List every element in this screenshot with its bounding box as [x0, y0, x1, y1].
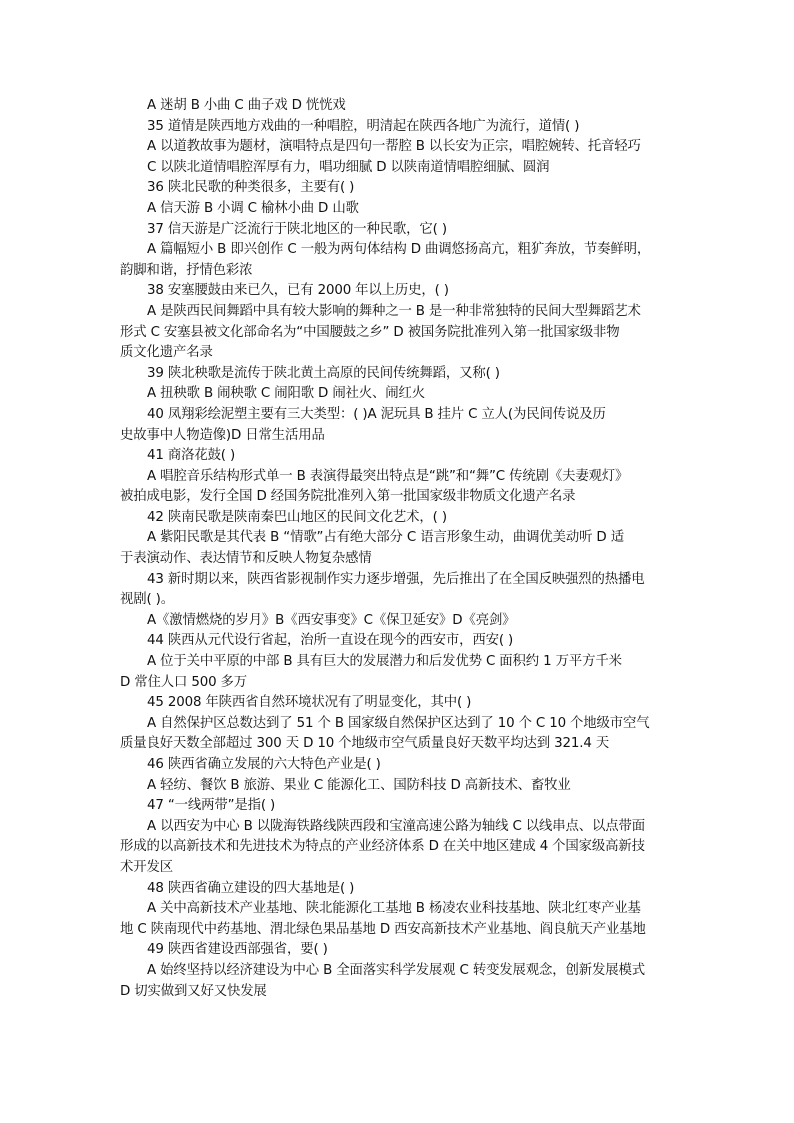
text-line: 被拍成电影，发行全国 D 经国务院批准列入第一批国家级非物质文化遗产名录	[120, 489, 576, 505]
text-line: 37 信天游是广泛流行于陕北地区的一种民歌，它( )	[147, 221, 447, 237]
text-line: 36 陕北民歌的种类很多，主要有( )	[147, 180, 355, 196]
text-line: 质量良好天数全部超过 300 天 D 10 个地级市空气质量良好天数平均达到 321.4 天	[120, 736, 610, 752]
text-line: A 篇幅短小 B 即兴创作 C 一般为两句体结构 D 曲调悠扬高亢，粗犷奔放，节奏鲜明，	[147, 242, 651, 258]
text-line: 46 陕西省确立发展的六大特色产业是( )	[147, 757, 381, 772]
text-line: 形式 C 安塞县被文化部命名为“中国腰鼓之乡” D 被国务院批准列入第一批国家级非物	[120, 324, 620, 340]
document-page	[120, 96, 688, 1002]
text-line: A 唱腔音乐结构形式单一 B 表演得最突出特点是“跳”和“舞”C 传统剧《夫妻观灯》	[147, 468, 629, 484]
text-line: 术开发区	[120, 859, 173, 875]
text-line: A 是陕西民间舞蹈中具有较大影响的舞种之一 B 是一种非常独特的民间大型舞蹈艺术	[147, 303, 641, 319]
text-line: A 自然保护区总数达到了 51 个 B 国家级自然保护区达到了 10 个 C 10 个地级市空气	[147, 715, 650, 731]
text-line: A 位于关中平原的中部 B 具有巨大的发展潜力和后发优势 C 面积约 1 万平方千米	[147, 654, 622, 670]
text-line: A 紫阳民歌是其代表 B “情歌”占有绝大部分 C 语言形象生动，曲调优美动听 D 适	[147, 530, 624, 546]
text-line: C 以陕北道情唱腔浑厚有力，唱功细腻 D 以陕南道情唱腔细腻、圆润	[147, 159, 550, 175]
text-line: A《激情燃烧的岁月》B《西安事变》C《保卫延安》D《亮剑》	[147, 612, 516, 628]
text-line: A 以道教故事为题材，演唱特点是四句一帮腔 B 以长安为正宗，唱腔婉转、托音轻巧	[147, 139, 641, 155]
text-line: 38 安塞腰鼓由来已久，已有 2000 年以上历史，( )	[147, 283, 449, 299]
text-line: A 关中高新技术产业基地、陕北能源化工基地 B 杨凌农业科技基地、陕北红枣产业基	[147, 901, 641, 917]
text-line: 形成的以高新技术和先进技术为特点的产业经济体系 D 在关中地区建成 4 个国家级高新技	[120, 839, 645, 855]
text-line: 42 陕南民歌是陕南秦巴山地区的民间文化艺术，( )	[147, 509, 447, 525]
text-line: A 迷胡 B 小曲 C 曲子戏 D 恍恍戏	[147, 98, 346, 113]
text-line: A 轻纺、餐饮 B 旅游、果业 C 能源化工、国防科技 D 高新技术、畜牧业	[147, 777, 571, 793]
text-line: A 扭秧歌 B 闹秧歌 C 闹阳歌 D 闹社火、闹红火	[147, 386, 426, 402]
text-line: 韵脚和谐，抒情色彩浓	[120, 262, 253, 278]
text-line: 49 陕西省建设西部强省，要( )	[147, 942, 328, 958]
text-line: 48 陕西省确立建设的四大基地是( )	[147, 880, 355, 896]
text-line: 39 陕北秧歌是流传于陕北黄土高原的民间传统舞蹈，又称( )	[147, 365, 500, 381]
text-line: A 始终坚持以经济建设为中心 B 全面落实科学发展观 C 转变发展观念，创新发展模式	[147, 962, 645, 978]
text-line: 45 2008 年陕西省自然环境状况有了明显变化，其中( )	[147, 695, 472, 711]
text-line: A 以西安为中心 B 以陇海铁路线陕西段和宝潼高速公路为轴线 C 以线串点、以点带面	[147, 818, 645, 834]
text-line: 地 C 陕南现代中药基地、渭北绿色果品基地 D 西安高新技术产业基地、阎良航天产业基地	[120, 921, 646, 937]
text-line: A 信天游 B 小调 C 榆林小曲 D 山歌	[147, 200, 359, 216]
text-line: 43 新时期以来，陕西省影视制作实力逐步增强，先后推出了在全国反映强烈的热播电	[147, 571, 645, 587]
text-line: 于表演动作、表达情节和反映人物复杂感情	[120, 551, 372, 567]
text-line: 质文化遗产名录	[120, 345, 213, 361]
text-line: 史故事中人物造像)D 日常生活用品	[120, 427, 325, 443]
text-line: 47 “一线两带”是指( )	[147, 798, 276, 814]
text-line: 41 商洛花鼓( )	[147, 448, 236, 464]
text-line: 35 道情是陕西地方戏曲的一种唱腔，明清起在陕西各地广为流行，道情( )	[147, 118, 580, 134]
text-line: D 切实做到又好又快发展	[120, 983, 267, 999]
text-line: 44 陕西从元代设行省起，治所一直设在现今的西安市，西安( )	[147, 633, 514, 649]
text-line: D 常住人口 500 多万	[120, 674, 248, 690]
text-line: 40 凤翔彩绘泥塑主要有三大类型：( )A 泥玩具 B 挂片 C 立人(为民间传说及历	[147, 406, 606, 422]
text-line: 视剧( )。	[120, 592, 174, 608]
